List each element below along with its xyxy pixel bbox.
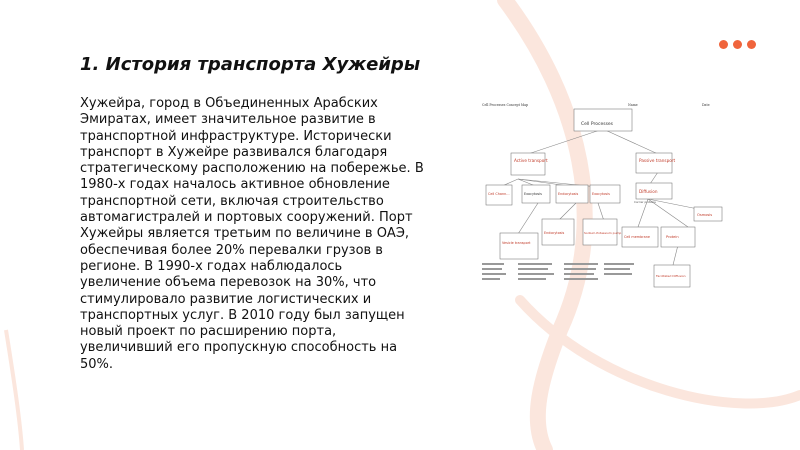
map-root-node: Cell Processes — [581, 122, 614, 127]
map-node: Diffusion — [639, 189, 658, 194]
map-node: Carrier proteins — [634, 200, 656, 204]
map-header-title: Cell Processes Concept Map — [482, 103, 529, 107]
map-node: Passive transport — [639, 158, 676, 163]
dot-icon — [733, 40, 742, 49]
map-node: Cell membrane — [624, 235, 650, 239]
map-header-date: Date — [702, 103, 710, 107]
dot-icon — [719, 40, 728, 49]
dot-icon — [747, 40, 756, 49]
decorative-dots — [719, 40, 756, 49]
map-node: Endocytosis — [558, 192, 579, 196]
concept-map-image — [478, 99, 734, 289]
map-node: Exocytosis — [592, 192, 610, 196]
map-node: Sodium-Potassium pump — [584, 231, 622, 235]
map-node: Facilitated Diffusion — [656, 274, 686, 278]
map-node: Endocytosis — [544, 231, 565, 235]
map-node: Active transport — [514, 158, 548, 163]
map-header-name: Name — [628, 103, 638, 107]
map-node: Protein — [666, 235, 679, 239]
slide-title: 1. История транспорта Хужейры — [80, 54, 421, 75]
map-node: Vesicle transport — [502, 241, 531, 245]
map-node: Cell Chann... — [488, 192, 510, 196]
slide-body-text: Хужейра, город в Объединенных Арабских Эмиратах, имеет значительное развитие в транспортной инфраструктуре. Исторически транспорт в Хужейре развивался благодаря стратегическому расположению на побережье. В 1980-х годах началось активное обновление транспортной сети, включая строительство автомагистралей и портовых сооружений. Порт Хужейры является третьим по величине в ОАЭ, обеспечивая более 20% перевалки грузов в регионе. В 1990-х годах наблюдалось увеличение объема перевозок на 30%, что стимулировало развитие логистических и транспортных услуг. В 2010 году был запущен новый проект по расширению порта, увеличивший его пропускную способность на 50%. — [80, 96, 424, 372]
map-node: Exocytosis — [524, 192, 542, 196]
map-node: Osmosis — [697, 213, 713, 217]
